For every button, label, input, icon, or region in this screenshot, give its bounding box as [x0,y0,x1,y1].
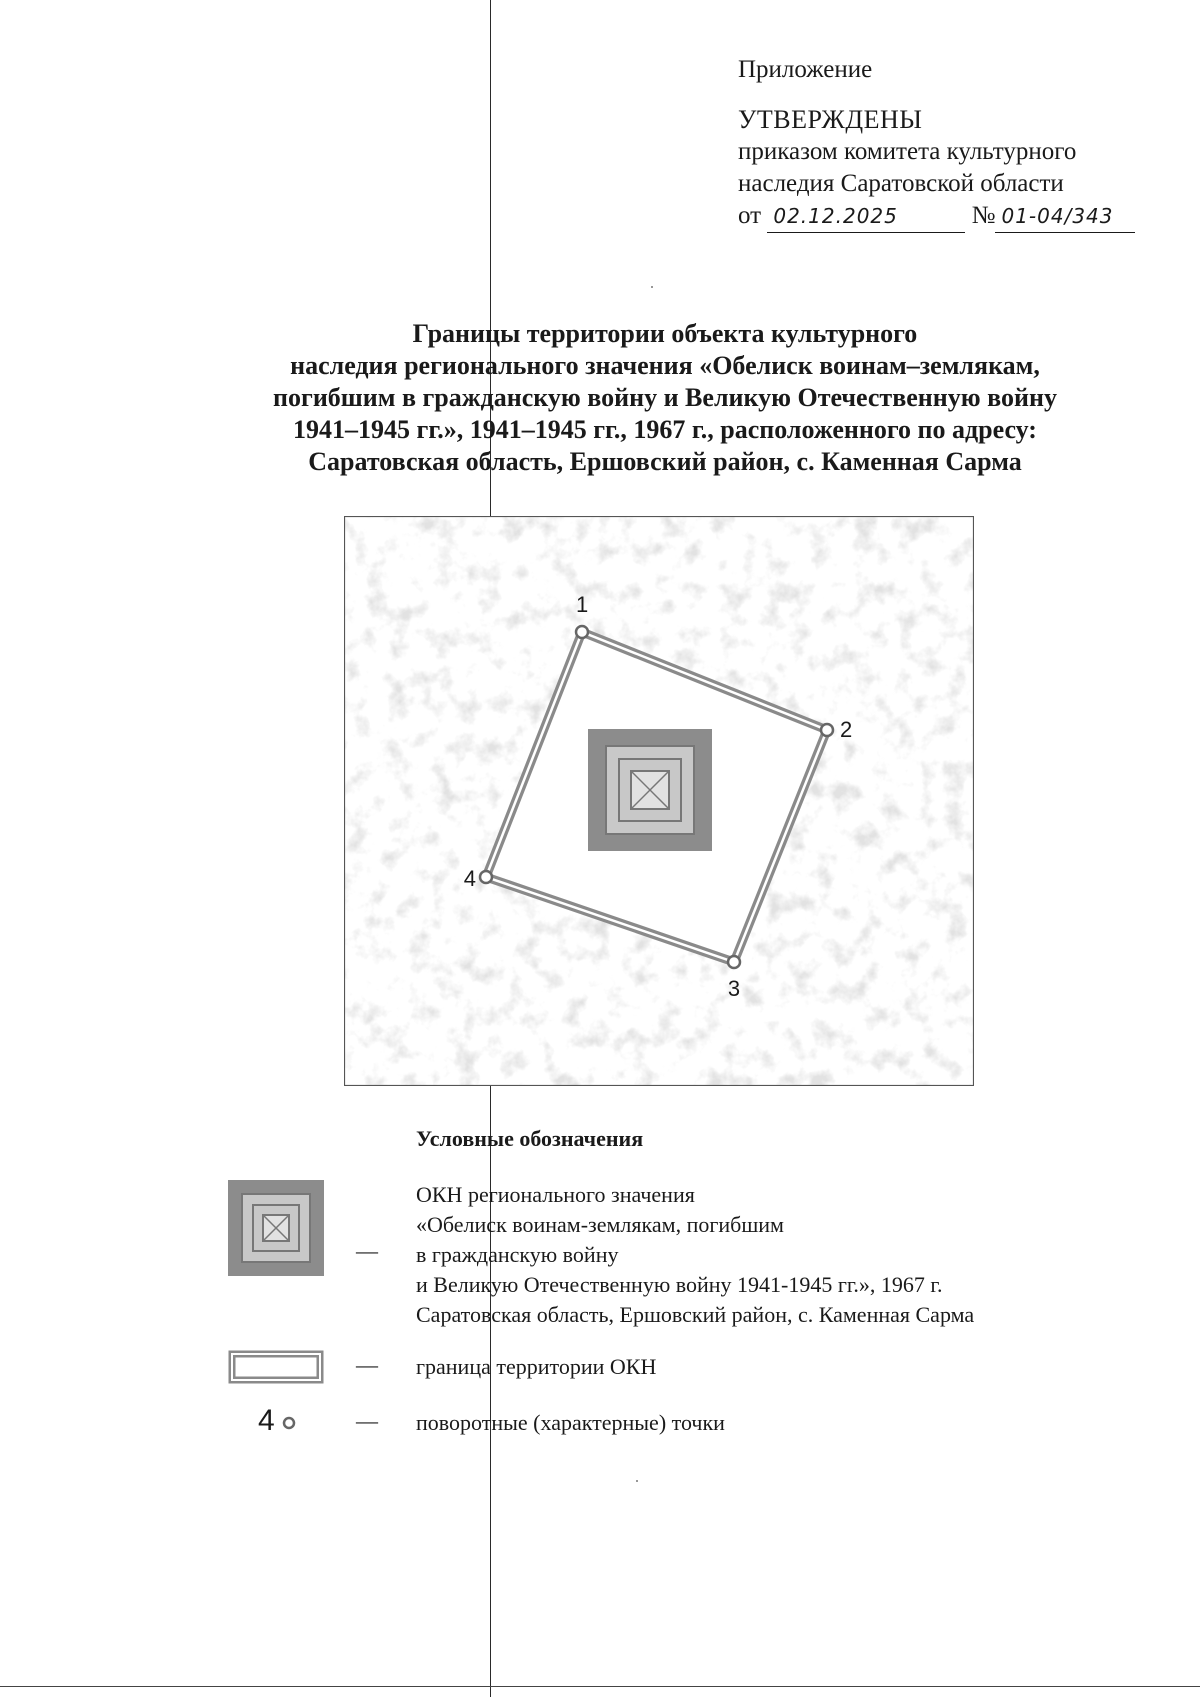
turning-point-1 [576,626,588,638]
title-line: наследия регионального значения «Обелиск воинам–землякам, [290,351,1040,380]
scan-speck [636,1480,638,1482]
legend-dash: — [356,1352,378,1377]
point-label: 1 [576,592,589,617]
turning-point-4 [480,871,492,883]
legend-line: Саратовская область, Ершовский район, с. Каменная Сарма [416,1302,975,1327]
legend-item-points [0,1406,1200,1446]
point-label: 3 [727,976,741,1001]
approval-block [738,54,1135,233]
legend-item-boundary [0,1350,1200,1390]
legend-point-circle-icon [281,1415,297,1431]
legend-dash: — [356,1408,378,1433]
legend-heading: Условные обозначения [416,1126,644,1151]
order-line-2: наследия Саратовской области [738,170,1064,197]
document-title [200,318,1130,478]
legend-text-points: поворотные (характерные) точки [416,1410,725,1435]
legend-dash: — [356,1238,378,1263]
handwritten-number: 01-04/343 [995,200,1135,233]
legend-point-label: 4 [258,1404,275,1437]
title-line: погибшим в гражданскую войну и Великую Отечественную войну [273,383,1057,412]
legend-line: ОКН регионального значения [416,1182,695,1207]
legend-boundary-symbol [228,1350,324,1384]
order-line-1: приказом комитета культурного [738,138,1077,165]
turning-point-3 [728,956,740,968]
legend-text-boundary: граница территории ОКН [416,1354,657,1379]
order-date-number-line [738,200,1135,233]
point-label: 2 [840,717,853,742]
legend-line: «Обелиск воинам-землякам, погибшим [416,1212,784,1237]
legend-text-monument [416,1180,974,1330]
date-prefix: от [738,202,762,229]
legend-line: в гражданскую войну [416,1242,619,1267]
annex-label: Приложение [738,56,873,83]
monument-symbol [588,729,712,851]
approved-label: УТВЕРЖДЕНЫ [738,105,923,134]
number-prefix: № [971,202,996,229]
title-line: Границы территории объекта культурного [412,319,918,348]
scan-edge-line [0,1686,1200,1687]
legend-item-monument [0,1180,1200,1330]
territory-map [344,516,974,1086]
point-label: 4 [463,866,476,891]
title-line: Саратовская область, Ершовский район, с. Каменная Сарма [308,447,1022,476]
legend-monument-symbol [228,1180,324,1276]
legend-line: и Великую Отечественную войну 1941-1945 гг.», 1967 г. [416,1272,943,1297]
turning-point-2 [821,724,833,736]
handwritten-date: 02.12.2025 [767,200,965,233]
title-line: 1941–1945 гг.», 1941–1945 гг., 1967 г., расположенного по адресу: [293,415,1037,444]
scan-speck [651,286,653,288]
